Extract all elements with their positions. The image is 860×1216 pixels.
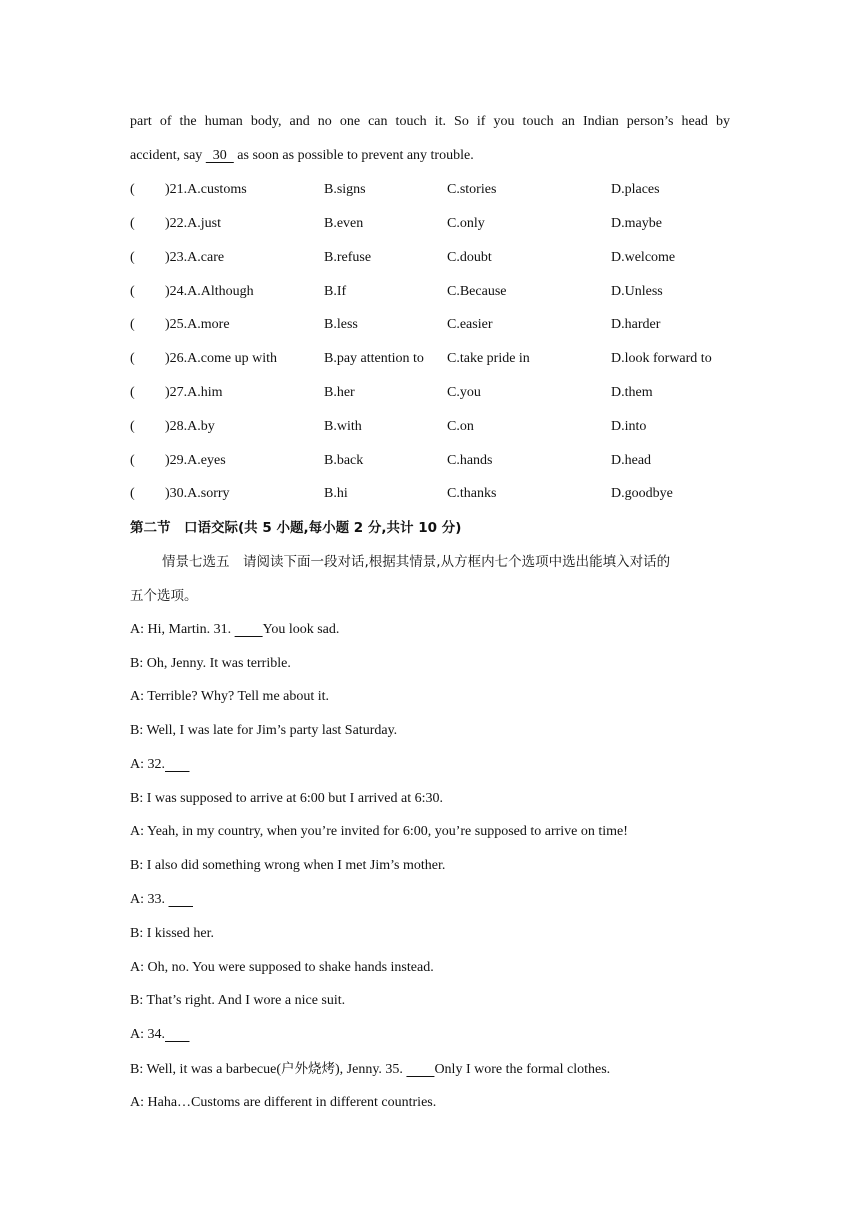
answer-paren: ( [130, 182, 135, 197]
option-a: )23.A.care [165, 250, 225, 265]
option-c: C.easier [447, 317, 493, 332]
blank-30: 30 [205, 148, 234, 163]
option-d: D.maybe [611, 216, 662, 231]
dialogue-text: A: 34. [130, 1027, 165, 1042]
answer-paren: ( [130, 486, 135, 501]
passage-line-2-after: as soon as possible to prevent any trouble. [233, 148, 474, 163]
dialogue-line [130, 1026, 190, 1044]
answer-paren: ( [130, 351, 135, 366]
dialogue-text: A: Hi, Martin. 31. [130, 622, 235, 637]
dialogue-text: B: Well, it was a barbecue( [130, 1062, 282, 1077]
option-b: B.hi [324, 486, 348, 501]
option-b: B.her [324, 385, 355, 400]
section-instruction-line-1: 情景七选五 请阅读下面一段对话,根据其情景,从方框内七个选项中选出能填入对话的 [162, 554, 671, 570]
dialogue-line: B: I kissed her. [130, 926, 214, 941]
option-c: C.Because [447, 284, 507, 299]
option-b: B.pay attention to [324, 351, 424, 366]
option-b: B.refuse [324, 250, 372, 265]
option-a: )21.A.customs [165, 182, 247, 197]
answer-paren: ( [130, 453, 135, 468]
passage-line-2 [130, 147, 474, 165]
dialogue-line [130, 621, 339, 639]
dialogue-text: Only I wore the formal clothes. [434, 1062, 611, 1077]
dialogue-text: You look sad. [262, 622, 340, 637]
blank-32 [165, 756, 190, 774]
option-c: C.only [447, 216, 485, 231]
option-b: B.back [324, 453, 364, 468]
dialogue-text: A: 32. [130, 757, 165, 772]
dialogue-line: B: That’s right. And I wore a nice suit. [130, 993, 346, 1008]
option-b: B.with [324, 419, 362, 434]
dialogue-line: A: Oh, no. You were supposed to shake hands instead. [130, 960, 434, 975]
dialogue-line: B: I also did something wrong when I met Jim’s mother. [130, 858, 446, 873]
option-d: D.goodbye [611, 486, 673, 501]
answer-paren: ( [130, 216, 135, 231]
option-d: D.into [611, 419, 647, 434]
passage-line-1: part of the human body, and no one can touch it. So if you touch an Indian person’s head by [130, 114, 730, 129]
dialogue-line [130, 1060, 610, 1079]
passage-line-2-before: accident, say [130, 148, 206, 163]
blank-31 [235, 621, 263, 639]
blank-34 [165, 1026, 190, 1044]
option-a: )29.A.eyes [165, 453, 226, 468]
option-a: )22.A.just [165, 216, 221, 231]
answer-paren: ( [130, 385, 135, 400]
dialogue-line: A: Terrible? Why? Tell me about it. [130, 689, 330, 704]
option-a: )27.A.him [165, 385, 223, 400]
dialogue-line: A: Haha…Customs are different in different countries. [130, 1095, 437, 1110]
option-d: D.Unless [611, 284, 663, 299]
option-d: D.head [611, 453, 652, 468]
option-c: C.you [447, 385, 481, 400]
option-b: B.less [324, 317, 358, 332]
dialogue-text: A: 33. [130, 892, 169, 907]
option-c: C.take pride in [447, 351, 530, 366]
answer-paren: ( [130, 419, 135, 434]
dialogue-line: B: Well, I was late for Jim’s party last Saturday. [130, 723, 398, 738]
dialogue-line: B: I was supposed to arrive at 6:00 but I arrived at 6:30. [130, 791, 443, 806]
option-d: D.look forward to [611, 351, 712, 366]
answer-paren: ( [130, 250, 135, 265]
dialogue-line: A: Yeah, in my country, when you’re invited for 6:00, you’re supposed to arrive on time! [130, 824, 628, 839]
dialogue-line: B: Oh, Jenny. It was terrible. [130, 656, 291, 671]
answer-paren: ( [130, 317, 135, 332]
option-a: )28.A.by [165, 419, 215, 434]
option-c: C.stories [447, 182, 497, 197]
option-a: )24.A.Although [165, 284, 254, 299]
option-d: D.them [611, 385, 653, 400]
option-d: D.harder [611, 317, 661, 332]
dialogue-text: ), Jenny. 35. [335, 1062, 407, 1077]
dialogue-line [130, 891, 193, 909]
option-a: )30.A.sorry [165, 486, 230, 501]
option-c: C.on [447, 419, 474, 434]
dialogue-cjk-gloss: 户外烧烤 [281, 1061, 336, 1077]
dialogue-line [130, 756, 190, 774]
option-a: )25.A.more [165, 317, 230, 332]
option-d: D.welcome [611, 250, 676, 265]
section-instruction-line-2: 五个选项。 [130, 588, 198, 604]
option-c: C.thanks [447, 486, 497, 501]
blank-35 [406, 1061, 434, 1079]
option-c: C.hands [447, 453, 493, 468]
option-b: B.If [324, 284, 347, 299]
option-b: B.even [324, 216, 364, 231]
answer-paren: ( [130, 284, 135, 299]
section-heading: 第二节 口语交际(共 5 小题,每小题 2 分,共计 10 分) [130, 520, 462, 536]
option-c: C.doubt [447, 250, 492, 265]
option-b: B.signs [324, 182, 366, 197]
option-a: )26.A.come up with [165, 351, 277, 366]
option-d: D.places [611, 182, 660, 197]
blank-33 [169, 891, 194, 909]
